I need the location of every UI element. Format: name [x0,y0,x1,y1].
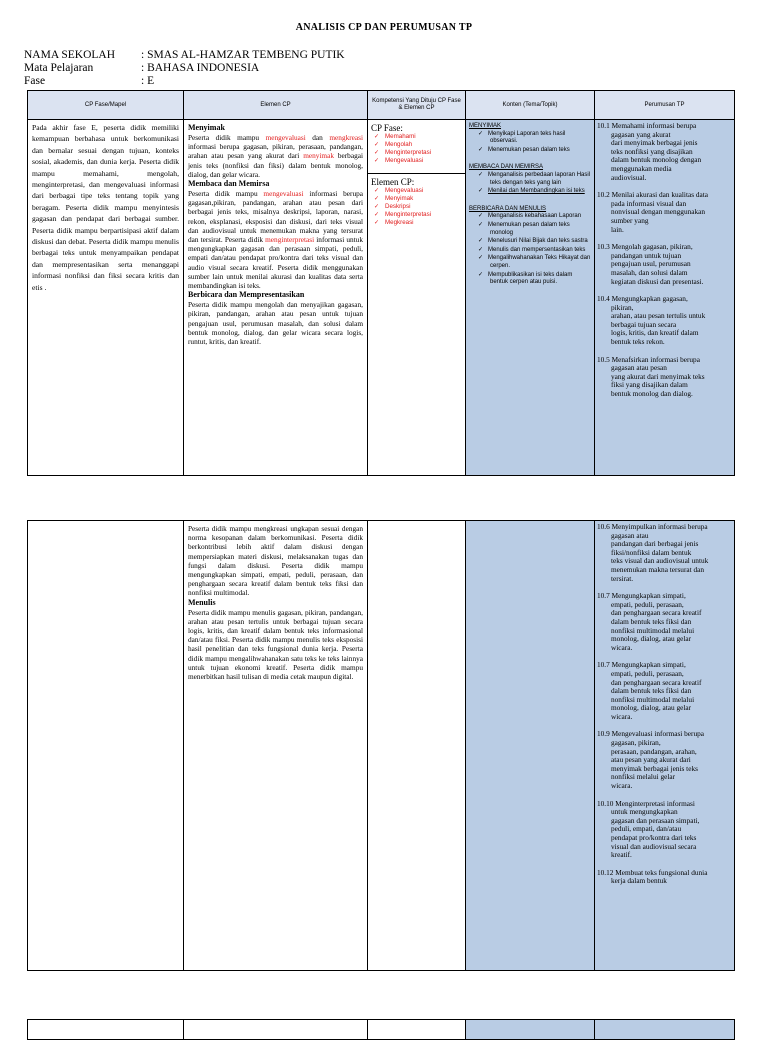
elemen-cp-cell [184,1020,368,1040]
school-name-row [24,49,345,62]
cp-fase-list [371,133,462,165]
tp-line: pandangan untuk tujuan [611,250,682,260]
tp-line: dan penghargaan secara kreatif [611,677,702,687]
tp-line: bentuk monolog dan dialog. [611,389,693,399]
tp-line: nonfiksi multimodal melalui [611,694,695,704]
phase-row [24,75,345,88]
list-item: ✓ Mengevaluasi [385,187,462,195]
cp-fase-cell [28,1020,184,1040]
header-cp-fase: CP Fase/Mapel [28,91,184,120]
perumusan-tp-list [595,521,734,897]
tp-line: 10.7 Mengungkapkan simpati, [597,660,686,670]
tp-line: teks visual dan audiovisual untuk [611,556,709,566]
tp-line: dalam bentuk monolog dengan [611,155,702,165]
tp-line: 10.1 Memahami informasi berupa [597,121,697,130]
tp-line: pada informasi visual dan [611,198,687,208]
konten-content [466,120,594,300]
tp-line: 10.12 Membuat teks fungsional dunia [597,867,708,877]
cp-fase-cell [28,120,184,476]
header-kompetensi: Kompetensi Yang Dituju CP Fase & Elemen CP [368,91,466,120]
tp-line: dalam bentuk teks fiksi dan [611,616,692,626]
tp-item [597,661,732,721]
tp-line: nonvisual dengan menggunakan [611,207,706,217]
konten-list [469,131,591,155]
tp-line: nonfiksi melalui gelar [611,772,676,782]
tp-item [597,243,732,286]
cp-fase-cell [28,521,184,971]
tp-line: empati, peduli, perasaan, [611,668,684,678]
school-info [24,49,345,88]
list-item: ✓ Deskripsi [385,203,462,211]
elemen-cp-content [184,521,367,684]
tp-item [597,295,732,347]
elemen-cp-list [371,187,462,227]
tp-line: gagasan yang akurat [611,129,671,139]
elemen-cp-cell [184,120,368,476]
menyimak-text: Peserta didik mampu mengevaluasi dan mengkreasi informasi berupa gagasan, pikiran, perasaan, pandangan, arahan atau pesan yang akurat dari menyimak berbagai jenis teks (nonfiksi dan fiksi) dalam bentuk monolog, dialog, dan gelar wicara. [188,133,364,179]
subject-row [24,62,345,75]
tp-line: untuk mengungkapkan [611,807,678,817]
konten-section-title: MENYIMAK [469,123,502,129]
tp-line: nonfiksi multimodal melalui [611,625,695,635]
tp-line: berbagai tujuan secara [611,319,677,329]
header-konten: Konten (Tema/Topik) [466,91,595,120]
konten-cell [466,1020,595,1040]
list-item: ✓ Menemukan pesan dalam teks monolog [490,222,591,237]
tp-line: atau pesan yang akurat dari [611,755,691,765]
berbicara-text-continued: Peserta didik mampu mengkreasi ungkapan sesuai dengan norma kesopanan dalam berkomunikasi. Peserta didik berkontribusi lebih aktif dalam diskusi dengan mempersiapkan materi diskusi, melaksanakan tugas dan fungsi dalam diskusi. Peserta didik mampu mengungkapkan simpati, empati, peduli, perasaan, dan penghargaan secara kreatif dalam bentuk teks fiksi dan nonfiksi multimodal. [188,524,363,598]
list-item: ✓ Mempublikasikan isi teks dalam bentuk cerpen atau puisi. [490,272,591,287]
tp-line: 10.10 Menginterpretasi informasi [597,798,695,808]
konten-section-title: BERBICARA DAN MENULIS [469,205,547,212]
tp-item [597,356,732,399]
kompetensi-content [368,120,465,230]
tp-line: 10.9 Mengevaluasi informasi berupa [597,729,704,739]
tp-line: fiksi yang disajikan dalam [611,380,688,390]
tp-line: dari menyimak berbagai jenis [611,138,698,148]
kompetensi-cell [368,521,466,971]
tp-line: pikiran, [611,302,634,312]
tp-line: gagasan dan perasaan simpati, [611,815,700,825]
list-item: ✓ Menemukan pesan dalam teks [490,147,591,155]
menyimak-heading: Menyimak [188,123,225,132]
membaca-heading: Membaca dan Memirsa [188,179,270,189]
table-row [28,120,735,476]
tp-line: 10.2 Menilai akurasi dan kualitas data [597,190,709,200]
tp-line: wicara. [611,711,633,721]
tp-line: peduli, empati, dan/atau [611,824,682,834]
analysis-table-page-2 [27,520,735,971]
tp-line: audiovisual. [611,172,647,182]
tp-line: wicara. [611,642,633,652]
tp-item [597,523,732,583]
tp-item [597,122,732,182]
list-item: ✓ Menginterpretasi [385,211,462,219]
tp-line: tersirat. [611,573,634,583]
list-item: ✓ Memahami [385,133,462,141]
perumusan-tp-cell [595,521,735,971]
header-perumusan-tp: Perumusan TP [595,91,735,120]
analysis-table-page-1 [27,90,735,476]
tp-line: menggunakan media [611,163,672,173]
divider [368,173,465,174]
tp-line: yang akurat dari menyimak teks [611,371,705,381]
tp-line: bentuk teks rekon. [611,337,665,347]
list-item: ✓ Menilai dan Membandingkan isi teks [490,188,591,196]
tp-line: kegiatan diskusi dan presentasi. [611,276,704,286]
header-elemen-cp: Elemen CP [184,91,368,120]
perumusan-tp-cell [595,120,735,476]
kompetensi-cell [368,1020,466,1040]
tp-line: menemukan makna tersurat dan [611,564,704,574]
perumusan-tp-list [595,120,734,410]
elemen-cp-label: Elemen CP: [371,177,415,187]
tp-line: kerja dalam bentuk [611,876,667,886]
tp-line: menyimak berbagai jenis teks [611,763,698,773]
meta-label: Mata Pelajaran [24,62,94,74]
elemen-cp-content [184,120,367,349]
tp-line: gagasan atau pesan [611,363,667,373]
page-title: ANALISIS CP DAN PERUMUSAN TP [295,22,473,33]
tp-line: sumber yang [611,215,649,225]
tp-line: pandangan dari berbagai jenis [611,539,699,549]
tp-item [597,730,732,790]
tp-line: logis, kritis, dan kreatif dalam [611,328,699,338]
list-item: ✓ Menyikapi Laporan teks hasil observasi. [490,131,591,146]
tp-item [597,800,732,860]
tp-line: 10.4 Mengungkapkan gagasan, [597,294,688,304]
konten-list [469,172,591,196]
berbicara-text: Peserta didik mampu mengolah dan menyajikan gagasan, pikiran, pandangan, arahan atau pesan untuk tujuan pengajuan usul, perumusan masalah, dan solusi dalam bentuk monolog, dialog, dan gelar wicara secara logis, runtut, kritis, dan kreatif. [188,300,363,347]
meta-value: : SMAS AL-HAMZAR TEMBENG PUTIK [141,49,345,61]
tp-line: monolog, dialog, atau gelar [611,703,692,713]
meta-value: : E [141,75,155,87]
tp-item [597,869,732,886]
meta-label: Fase [24,75,46,87]
tp-line: visual dan audiovisual secara [611,841,697,851]
konten-cell [466,521,595,971]
meta-label: NAMA SEKOLAH [24,49,116,61]
tp-line: 10.6 Menyimpulkan informasi berupa [597,522,708,531]
tp-line: perasaan, pandangan, arahan, [611,746,697,756]
tp-line: monolog, dialog, atau gelar [611,634,692,644]
cp-fase-label: CP Fase: [371,123,403,133]
menulis-text: Peserta didik mampu menulis gagasan, pikiran, pandangan, arahan atau pesan tertulis untuk berbagai tujuan secara logis, kritis, dan kreatif dalam bentuk teks informasional dan/atau fiksi. Peserta didik mampu menulis teks eksposisi hasil penelitian dan teks fungsional dunia kerja. Peserta didik mampu mengalihwahanakan satu teks ke teks lainnya untuk tujuan ekonomi kreatif. Peserta didik mampu menerbitkan hasil tulisan di media cetak maupun digital. [188,607,363,682]
list-item: ✓ Mengolah [385,141,462,149]
cp-fase-text: Pada akhir fase E, peserta didik memiliki kemampuan berbahasa untuk berkomunikasi dan bernalar sesuai dengan tujuan, konteks sosial, akademis, dan dunia kerja. Peserta didik mampu memahami, mengolah, menginterpretasi, dan mengevaluasi informasi dari berbagai tipe teks tentang topik yang beragam. Peserta didik mampu menyintesis gagasan dan pendapat dari berbagai sumber. Peserta didik mampu berpartisipasi aktif dalam diskusi dan debat. Peserta didik mampu menulis berbagai teks untuk menyampaikan pendapat dan mempresentasikan serta menanggapi informasi nonfiksi dan fiksi secara kritis dan etis . [32,123,179,292]
tp-line: teks nonfiksi yang disajikan [611,146,693,156]
list-item: ✓ Menganalisis kebahasaan Laporan [490,213,591,221]
list-item: ✓ Mengevaluasi [385,157,462,165]
tp-line: 10.3 Mengolah gagasan, pikiran, [597,242,693,252]
table-row [28,1020,735,1040]
konten-cell [466,120,595,476]
tp-line: pengajuan usul, perumusan [611,259,691,269]
konten-list [469,213,591,286]
tp-line: dalam bentuk teks fiksi dan [611,686,692,696]
list-item: ✓ Menyimak [385,195,462,203]
menulis-heading: Menulis [188,597,216,607]
tp-line: dan penghargaan secara kreatif [611,608,702,618]
tp-line: gagasan, pikiran, [611,738,661,748]
list-item: ✓ Menelusuri Nilai Bijak dan teks sastra [490,238,591,246]
elemen-cp-cell [184,521,368,971]
tp-line: gagasan atau [611,530,649,540]
tp-line: 10.7 Mengungkapkan simpati, [597,591,686,601]
membaca-text: Peserta didik mampu mengevaluasi informasi berupa gagasan,pikiran, pandangan, arahan atau pesan dari berbagai jenis teks, misalnya deskripsi, laporan, narasi, rekon, eksplanasi, eksposisi dan diskusi, dari teks visual dan audiovisual untuk menemukan makna yang tersurat dan tersirat. Peserta didik menginterpretasi informasi untuk mengungkapkan gagasan dan perasaan simpati, peduli, empati dan/atau pendapat pro/kontra dari teks visual dan audio visual secara kreatif. Peserta didik menggunakan sumber lain untuk menilai akurasi dan kualitas data serta membandingkan isi teks. [188,189,364,291]
table-header-row [28,91,735,120]
list-item: ✓ Menganalisis perbedaan laporan Hasil teks dengan teks yang lain [490,172,591,187]
tp-line: wicara. [611,781,633,791]
tp-line: empati, peduli, perasaan, [611,599,684,609]
tp-line: fiksi/nonfiksi dalam bentuk [611,547,692,557]
tp-line: arahan, atau pesan tertulis untuk [611,311,706,321]
konten-section-title: MEMBACA DAN MEMIRSA [469,164,544,171]
tp-item [597,592,732,652]
list-item: ✓ Mengalihwahanakan Teks Hikayat dan cerpen. [490,255,591,270]
list-item: ✓ Megkreasi [385,219,462,227]
tp-line: lain. [611,224,624,234]
berbicara-heading: Berbicara dan Mempresentasikan [188,290,305,300]
analysis-table-page-3 [27,1019,735,1040]
tp-line: masalah, dan solusi dalam [611,267,688,277]
tp-line: 10.5 Menafsirkan informasi berupa [597,354,700,364]
perumusan-tp-cell [595,1020,735,1040]
meta-value: : BAHASA INDONESIA [141,62,260,74]
list-item: ✓ Menginterpretasi [385,149,462,157]
tp-line: kreatif. [611,850,632,860]
kompetensi-cell [368,120,466,476]
list-item: ✓ Menulis dan mempersentasikan teks [490,247,591,255]
tp-item [597,191,732,234]
table-row [28,521,735,971]
tp-line: pendapat pro/kontra dari teks [611,833,697,842]
